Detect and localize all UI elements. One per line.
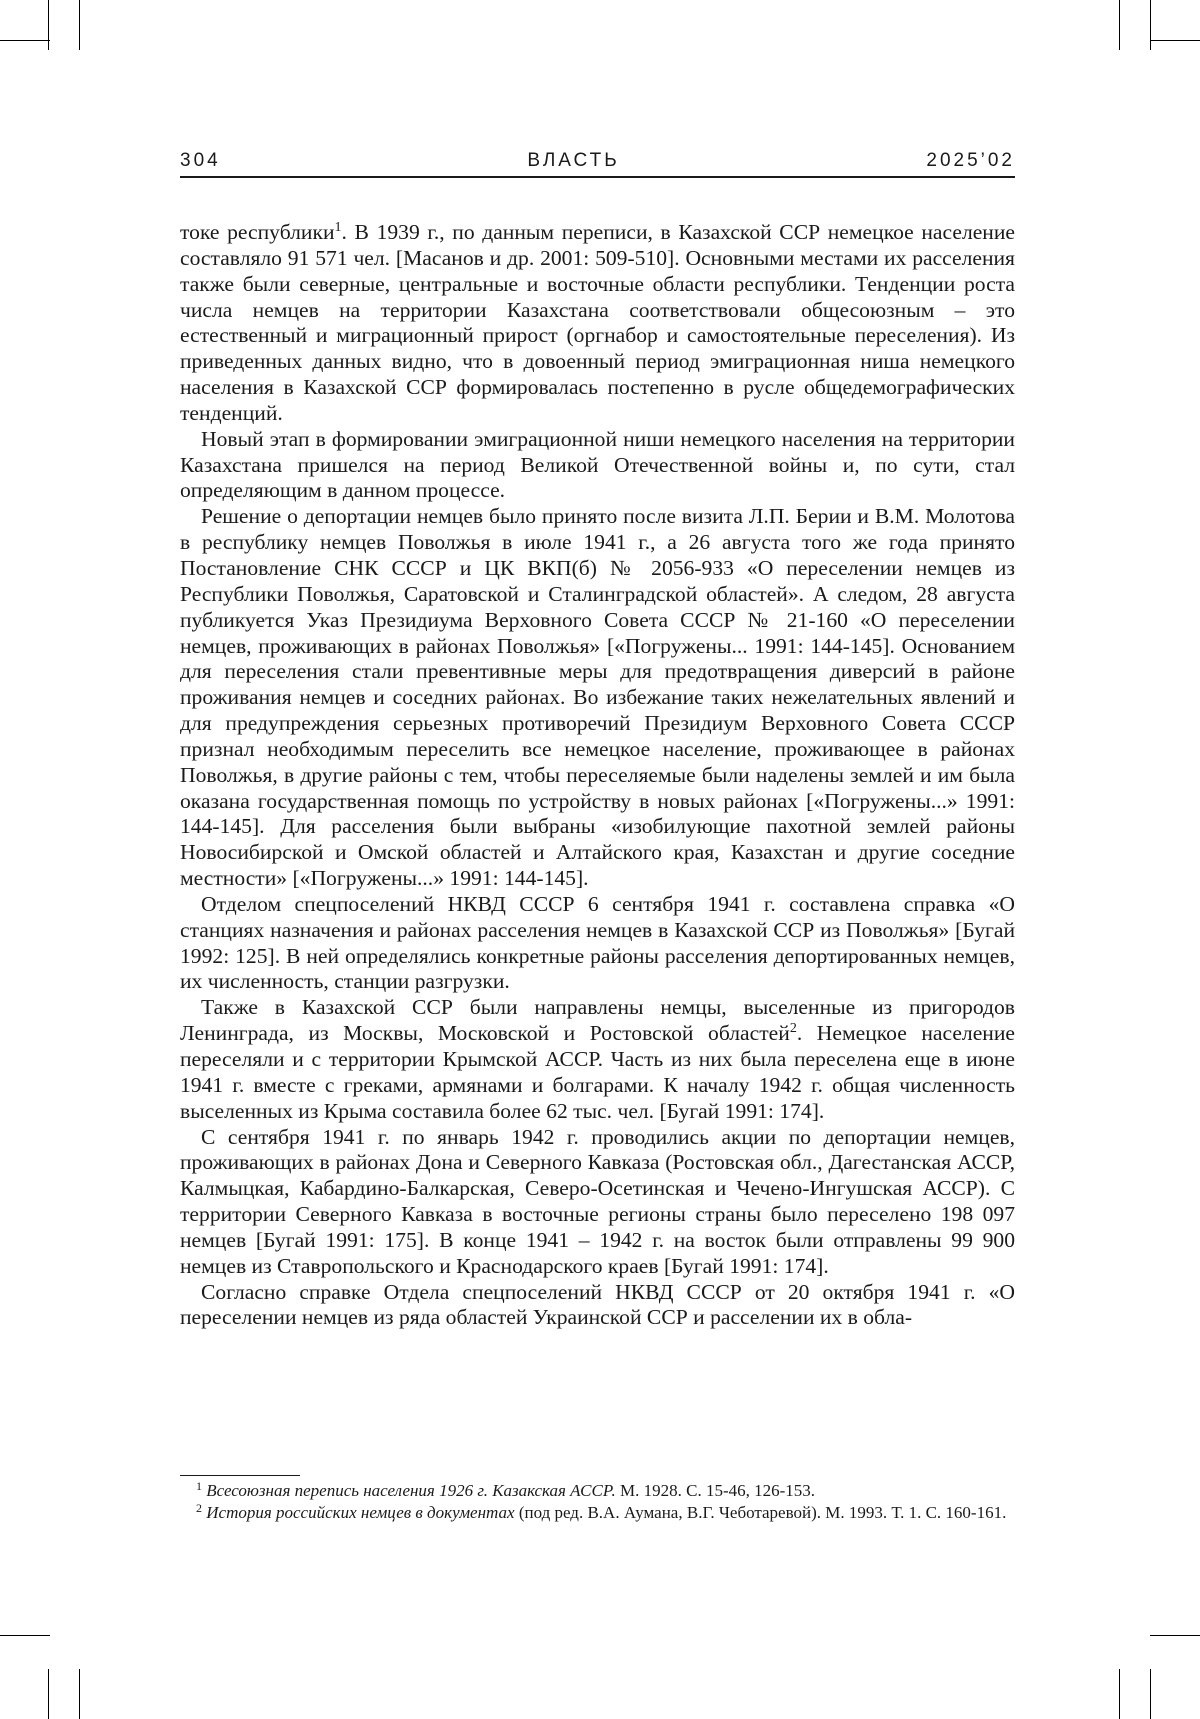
- crop-mark: [1150, 40, 1200, 41]
- footnote-citation: (под ред. В.А. Аумана, В.Г. Чеботаревой). М. 1993. Т. 1. С. 160-161.: [515, 1503, 1007, 1522]
- crop-mark: [48, 1669, 49, 1719]
- paragraph-text: Согласно справке Отдела спецпоселений НКВД СССР от 20 октября 1941 г. «О переселении немцев из ряда областей Украинской ССР и расселении их в обла-: [180, 1280, 1015, 1330]
- crop-mark: [0, 40, 50, 41]
- footnote-citation: М. 1928. С. 15-46, 126-153.: [616, 1481, 815, 1500]
- paragraph-text: С сентября 1941 г. по январь 1942 г. проводились акции по депортации немцев, проживающих в районах Дона и Северного Кавказа (Ростовская обл., Дагестанская АССР, Калмыцкая, Кабардино-Балкарская, Северо-Осетинская и Чечено-Ингушская АССР). С территории Северного Кавказа в восточные регионы страны было переселено 198 097 немцев [Бугай 1991: 175]. В конце 1941 – 1942 г. на восток были отправлены 99 900 немцев из Ставропольского и Краснодарского краев [Бугай 1991: 174].: [180, 1125, 1015, 1278]
- crop-mark: [79, 0, 80, 50]
- header-rule: [180, 176, 1015, 178]
- crop-mark: [1119, 1669, 1120, 1719]
- footnote-number: 2: [196, 1501, 202, 1515]
- paragraph: [180, 892, 1015, 995]
- footnote-title: История российских немцев в документах: [206, 1503, 514, 1522]
- paragraph: [180, 504, 1015, 892]
- issue-number: 2025’02: [926, 150, 1015, 172]
- footnote-reference[interactable]: 2: [790, 1021, 797, 1036]
- paragraph-text: Отделом спецпоселений НКВД СССР 6 сентября 1941 г. составлена справка «О станциях назначения и районах расселения немцев в Казахской ССР из Поволжья» [Бугай 1992: 125]. В ней определялись конкретные районы расселения депортированных немцев, их численность, станции разгрузки.: [180, 892, 1015, 994]
- crop-mark: [1119, 0, 1120, 50]
- crop-mark: [1150, 1669, 1151, 1719]
- footnote-number: 1: [196, 1479, 202, 1493]
- paragraph-text: . В 1939 г., по данным переписи, в Казахской ССР немецкое население составляло 91 571 чел. [Масанов и др. 2001: 509-510]. Основными местами их расселения также были северные, центральные и восточные области республики. Тенденции роста числа немцев на территории Казахстана соответствовали общесоюзным – это естественный и миграционный прирост (оргнабор и самостоятельные переселения). Из приведенных данных видно, что в довоенный период эмиграционная ниша немецкого населения в Казахской ССР формировалась постепенно в русле общедемографических тенденций.: [180, 220, 1015, 425]
- paragraph: [180, 1125, 1015, 1280]
- crop-mark: [0, 1635, 50, 1636]
- crop-mark: [48, 0, 49, 50]
- paragraph-text: токе республики: [180, 220, 335, 244]
- paragraph: [180, 427, 1015, 505]
- journal-title: ВЛАСТЬ: [527, 150, 619, 172]
- footnote-reference[interactable]: 1: [335, 220, 342, 235]
- running-header: [180, 150, 1015, 178]
- paragraph-text: Новый этап в формировании эмиграционной ниши немецкого населения на территории Казахстана пришелся на период Великой Отечественной войны и, по сути, стал определяющим в данном процессе.: [180, 427, 1015, 503]
- footnote-separator: [180, 1475, 300, 1476]
- paragraph-text: . Немецкое население переселяли и с территории Крымской АССР. Часть из них была переселена еще в июне 1941 г. вместе с греками, армянами и болгарами. К началу 1942 г. общая численность выселенных из Крыма составила более 62 тыс. чел. [Бугай 1991: 174].: [180, 1021, 1015, 1123]
- paragraph: [180, 995, 1015, 1124]
- article-body: [180, 220, 1015, 1331]
- footnote: [180, 1502, 1015, 1524]
- footnote: [180, 1480, 1015, 1502]
- paragraph-text: Решение о депортации немцев было принято после визита Л.П. Берии и В.М. Молотова в республику немцев Поволжья в июле 1941 г., а 26 августа того же года принято Постановление СНК СССР и ЦК ВКП(б) № 2056-933 «О переселении немцев из Республики Поволжья, Саратовской и Сталинградской областей». А следом, 28 августа публикуется Указ Президиума Верховного Совета СССР № 21-160 «О переселении немцев, проживающих в районах Поволжья» [«Погружены... 1991: 144-145]. Основанием для переселения стали превентивные меры для предотвращения диверсий в районе проживания немцев и соседних районах. Во избежание таких нежелательных явлений и для предупреждения серьезных противоречий Президиум Верховного Совета СССР признал необходимым переселить все немецкое население, проживающее в районах Поволжья, в другие районы с тем, чтобы переселяемые были наделены землей и им была оказана государственная помощь по устройству в новых районах [«Погружены...» 1991: 144-145]. Для расселения были выбраны «изобилующие пахотной землей районы Новосибирской и Омской областей и Алтайского края, Казахстан и другие соседние местности» [«Погружены...» 1991: 144-145].: [180, 504, 1015, 890]
- footnotes: [180, 1480, 1015, 1524]
- crop-mark: [1150, 1635, 1200, 1636]
- paragraph: [180, 1280, 1015, 1332]
- page-number: 304: [180, 150, 221, 172]
- footnote-title: Всесоюзная перепись населения 1926 г. Казакская АССР.: [206, 1481, 616, 1500]
- paragraph-text: Также в Казахской ССР были направлены немцы, выселенные из пригородов Ленинграда, из Москвы, Московской и Ростовской областей: [180, 995, 1015, 1045]
- crop-mark: [79, 1669, 80, 1719]
- paragraph: [180, 220, 1015, 427]
- crop-mark: [1150, 0, 1151, 50]
